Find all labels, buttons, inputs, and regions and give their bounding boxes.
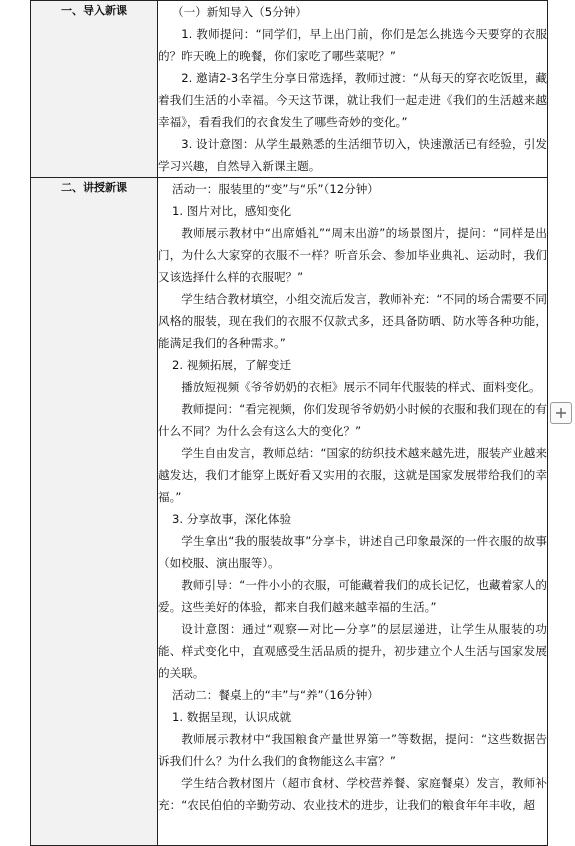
paragraph: 教师提问：“看完视频，你们发现爷爷奶奶小时候的衣服和我们现在的有什么不同？为什么会有这么大的变化？” (158, 402, 547, 438)
paragraph: 教师展示教材中“出席婚礼”“周末出游”的场景图片，提问：“同样是出门，为什么大家穿的衣服不一样？听音乐会、参加毕业典礼、运动时，我们又该选择什么样的衣服呢？” (158, 226, 547, 284)
section-label: 二、讲授新课 (31, 178, 158, 846)
heading-line: 1. 图片对比，感知变化 (172, 204, 292, 218)
section-label: 一、导入新课 (31, 1, 158, 178)
paragraph: 学生拿出“我的服装故事”分享卡，讲述自己印象最深的一件衣服的故事（如校服、演出服等）。 (158, 534, 547, 570)
paragraph: 1. 教师提问：“同学们，早上出门前，你们是怎么挑选今天要穿的衣服的？昨天晚上的晚餐，你们家吃了哪些菜呢？” (158, 27, 547, 63)
paragraph: 学生结合教材填空，小组交流后发言，教师补充：“不同的场合需要不同风格的服装，现在我们的衣服不仅款式多，还具备防晒、防水等各种功能，能满足我们的各种需求。” (158, 292, 547, 350)
heading-line: 活动一：服装里的“变”与“乐”（12分钟） (172, 182, 379, 196)
lesson-plan-page (30, 0, 545, 844)
heading-line: 2. 视频拓展，了解变迁 (172, 358, 292, 372)
paragraph: 设计意图：通过“观察—对比—分享”的层层递进，让学生从服装的功能、样式变化中，直观感受生活品质的提升，初步建立个人生活与国家发展的关联。 (158, 622, 547, 680)
paragraph: 播放短视频《爷爷奶奶的衣柜》展示不同年代服装的样式、面料变化。 (181, 380, 541, 394)
heading-line: 1. 数据呈现，认识成就 (172, 710, 292, 724)
section-content (158, 178, 548, 846)
paragraph: 学生自由发言，教师总结：“国家的纺织技术越来越先进，服装产业越来越发达，我们才能穿上既好看又实用的衣服，这就是国家发展带给我们的幸福。” (158, 446, 547, 504)
heading-line: 活动二：餐桌上的“丰”与“养”（16分钟） (172, 688, 379, 702)
section-row (31, 178, 548, 846)
section-row (31, 1, 548, 178)
paragraph: 教师展示教材中“我国粮食产量世界第一”等数据，提问：“这些数据告诉我们什么？为什么我们的食物能这么丰富？” (158, 732, 547, 768)
heading-line: 3. 分享故事，深化体验 (172, 512, 292, 526)
section-content (158, 1, 548, 178)
plus-icon (555, 407, 567, 419)
paragraph: 教师引导：“一件小小的衣服，可能藏着我们的成长记忆，也藏着家人的爱。这些美好的体验，都来自我们越来越幸福的生活。” (158, 578, 547, 614)
paragraph: 学生结合教材图片（超市食材、学校营养餐、家庭餐桌）发言，教师补充：“农民伯伯的辛勤劳动、农业技术的进步，让我们的粮食年年丰收，超 (158, 776, 547, 812)
paragraph: 2. 邀请2-3名学生分享日常选择，教师过渡：“从每天的穿衣吃饭里，藏着我们生活的小幸福。今天这节课，就让我们一起走进《我们的生活越来越幸福》，看看我们的衣食发生了哪些奇妙的变化。” (158, 71, 547, 129)
heading-line: （一）新知导入（5分钟） (172, 5, 307, 19)
add-comment-button[interactable] (550, 402, 572, 424)
paragraph: 3. 设计意图：从学生最熟悉的生活细节切入，快速激活已有经验，引发学习兴趣，自然导入新课主题。 (158, 137, 547, 173)
lesson-plan-table (30, 0, 548, 846)
